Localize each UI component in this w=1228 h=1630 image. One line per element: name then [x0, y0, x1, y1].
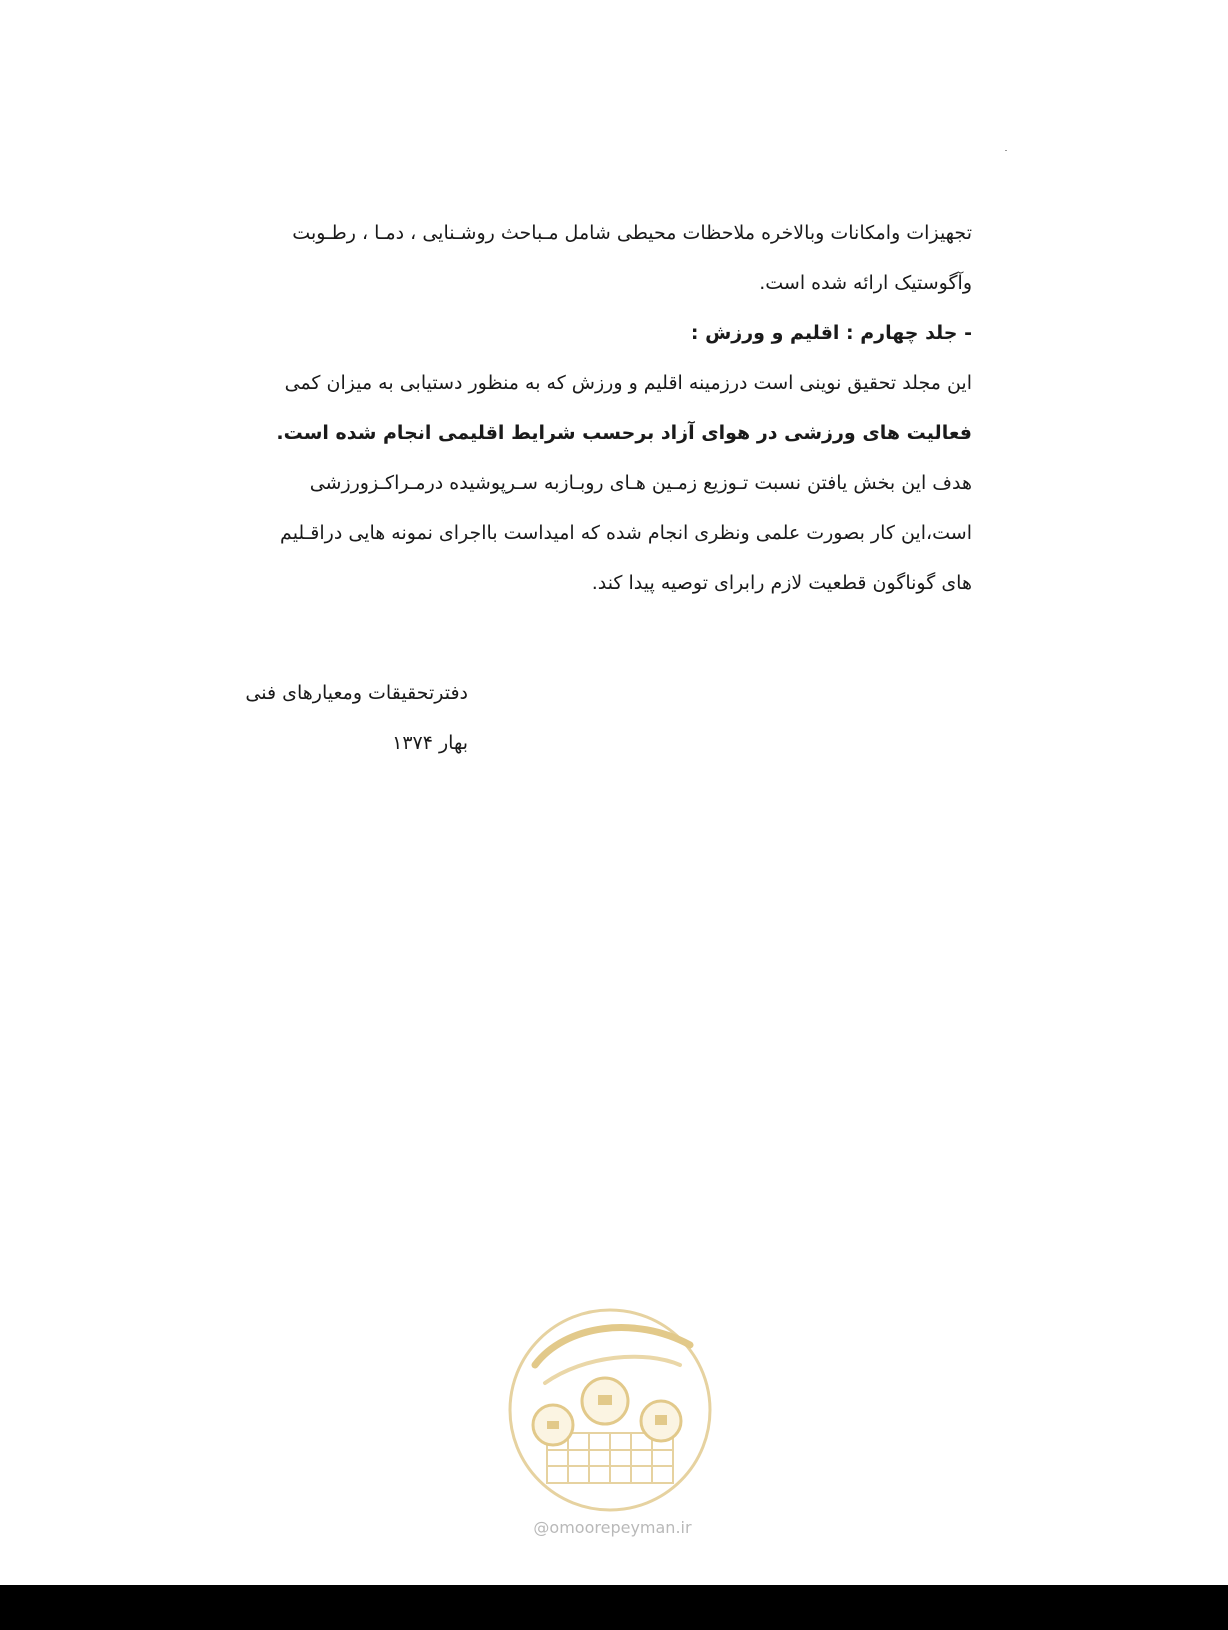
scan-speck [1005, 150, 1007, 151]
text-line-4: این مجلد تحقیق نوینی است درزمینه اقلیم و ورزش که به منظور دستیابی به میزان کمی [284, 372, 972, 394]
omoorepeyman-logo [505, 1305, 715, 1515]
bottom-black-bar [0, 1585, 1228, 1630]
text-line-5: فعالیت های ورزشی در هوای آزاد برحسب شرایط اقلیمی انجام شده است. [276, 422, 972, 444]
watermark-url: @omoorepeyman.ir [533, 1518, 692, 1537]
signature-block [228, 668, 468, 768]
signature-organization: دفترتحقیقات ومعیارهای فنی [245, 682, 468, 704]
signature-date: بهار ۱۳۷۴ [392, 732, 468, 754]
text-line-1: تجهیزات وامکانات وبالاخره ملاحظات محیطی شامل مـباحث روشـنایی ، دمـا ، رطـوبت [292, 222, 972, 244]
text-line-8: های گوناگون قطعیت لازم رابرای توصیه پیدا کند. [591, 572, 972, 594]
section-heading: - جلد چهارم : اقلیم و ورزش : [690, 322, 972, 344]
body-text [228, 208, 972, 608]
text-line-7: است،این کار بصورت علمی ونظری انجام شده که امیداست بااجرای نمونه هایی دراقـلیم [280, 522, 972, 544]
text-line-6: هدف این بخش یافتن نسبت تـوزیع زمـین هـای روبـازبه سـرپوشیده درمـراکـزورزشی [309, 472, 972, 494]
text-line-2: وآگوستیک ارائه شده است. [759, 272, 972, 294]
